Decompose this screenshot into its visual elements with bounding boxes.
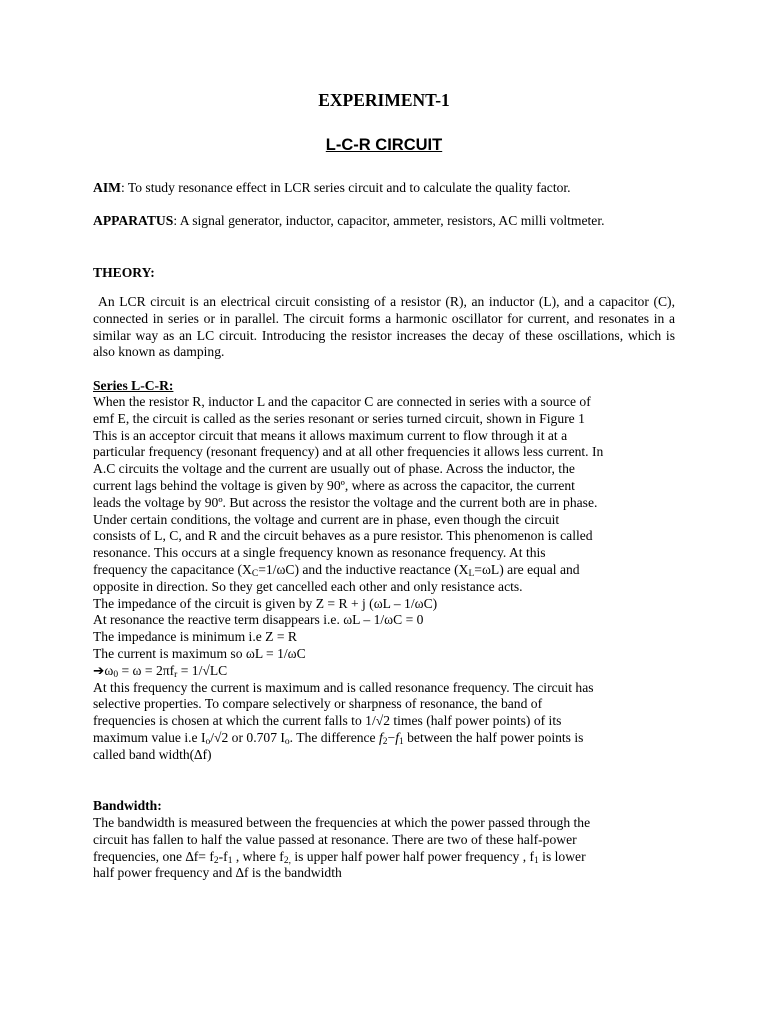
impedance-equation: The impedance of the circuit is given by Z = R + j (ωL – 1/ωC) — [93, 595, 438, 611]
series-line: current lags behind the voltage is given by 90º, where as across the capacitor, the current — [93, 477, 575, 493]
bandwidth-body — [93, 815, 675, 882]
series-line: Under certain conditions, the voltage and current are in phase, even though the circuit — [93, 511, 560, 527]
theory-paragraph: An LCR circuit is an electrical circuit consisting of a resistor (R), an inductor (L), and a capacitor (C), connected in series or in parallel. The circuit forms a harmonic oscillator for current, and resonates in a similar way as an LC circuit. Introducing the resistor increases the decay of these oscillations, which is also known as damping. — [93, 294, 675, 360]
reactance-line: frequency the capacitance $(X_C=1/\omega C)$ and the inductive reactance $(X_L=\omega L)$ are equal and — [93, 561, 580, 579]
bandwidth-formula-line: frequencies, one $\Delta f= f_2-f_1$ , where $f_{2,}$ is upper half power half power frequency , $f_1$ is lower — [93, 848, 586, 866]
aim-text: : To study resonance effect in LCR series circuit and to calculate the quality factor. — [120, 180, 571, 195]
series-line: At this frequency the current is maximum and is called resonance frequency. The circuit has — [93, 679, 594, 695]
series-line: resonance. This occurs at a single frequency known as resonance frequency. At this — [93, 545, 546, 561]
bandwidth-line: half power frequency and ∆f is the bandwidth — [93, 865, 342, 881]
series-line: When the resistor R, inductor L and the capacitor C are connected in series with a source of — [93, 394, 591, 409]
experiment-title: EXPERIMENT-1 — [318, 90, 450, 110]
circuit-title: L-C-R CIRCUIT — [325, 136, 443, 154]
series-line: opposite in direction. So they get cancelled each other and only resistance acts. — [93, 578, 523, 594]
right-arrow-icon: ➔ — [93, 662, 105, 678]
series-body — [93, 394, 675, 764]
series-line: frequencies is chosen at which the current falls to 1/√2 times (half power points) of its — [93, 713, 562, 729]
resonance-condition: At resonance the reactive term disappears i.e. ωL – 1/ωC = 0 — [93, 612, 424, 628]
resonance-frequency-formula: $➔\omega_0 = \omega = 2\pi f_r = 1/√LC$ — [93, 662, 228, 680]
apparatus-label: APPARATUS — [93, 213, 174, 228]
bandwidth-line: The bandwidth is measured between the frequencies at which the power passed through the — [93, 815, 591, 830]
series-line: called band width(∆f) — [93, 746, 212, 762]
series-line: This is an acceptor circuit that means it allows maximum current to flow through it at a — [93, 427, 568, 443]
series-line: A.C circuits the voltage and the current are usually out of phase. Across the inductor, the — [93, 461, 575, 477]
current-maximum: The current is maximum so ωL = 1/ωC — [93, 645, 306, 661]
series-line: selective properties. To compare selectively or sharpness of resonance, the band of — [93, 696, 543, 712]
theory-heading: THEORY: — [93, 265, 155, 280]
impedance-minimum: The impedance is minimum i.e Z = R — [93, 629, 297, 645]
series-line: consists of L, C, and R and the circuit behaves as a pure resistor. This phenomenon is called — [93, 528, 593, 544]
bandwidth-line: circuit has fallen to half the value passed at resonance. There are two of these half-power — [93, 831, 577, 847]
series-line: leads the voltage by 90º. But across the resistor the voltage and the current both are in phase. — [93, 494, 598, 510]
half-power-line: maximum value i.e $I_o/√2$ or 0.707 $I_o$. The difference $f_2-f_1$ between the half power points is — [93, 729, 584, 747]
aim-label: AIM — [93, 180, 121, 195]
series-line: emf E, the circuit is called as the series resonant or series turned circuit, shown in Figure 1 — [93, 410, 585, 426]
apparatus-text: : A signal generator, inductor, capacitor, ammeter, resistors, AC milli voltmeter. — [173, 213, 605, 228]
aim-paragraph — [93, 180, 675, 197]
bandwidth-heading: Bandwidth: — [93, 798, 162, 813]
series-heading: Series L-C-R: — [93, 378, 174, 393]
apparatus-paragraph — [93, 213, 675, 230]
series-line: particular frequency (resonant frequency) and at all other frequencies it allows less current. In — [93, 444, 604, 460]
